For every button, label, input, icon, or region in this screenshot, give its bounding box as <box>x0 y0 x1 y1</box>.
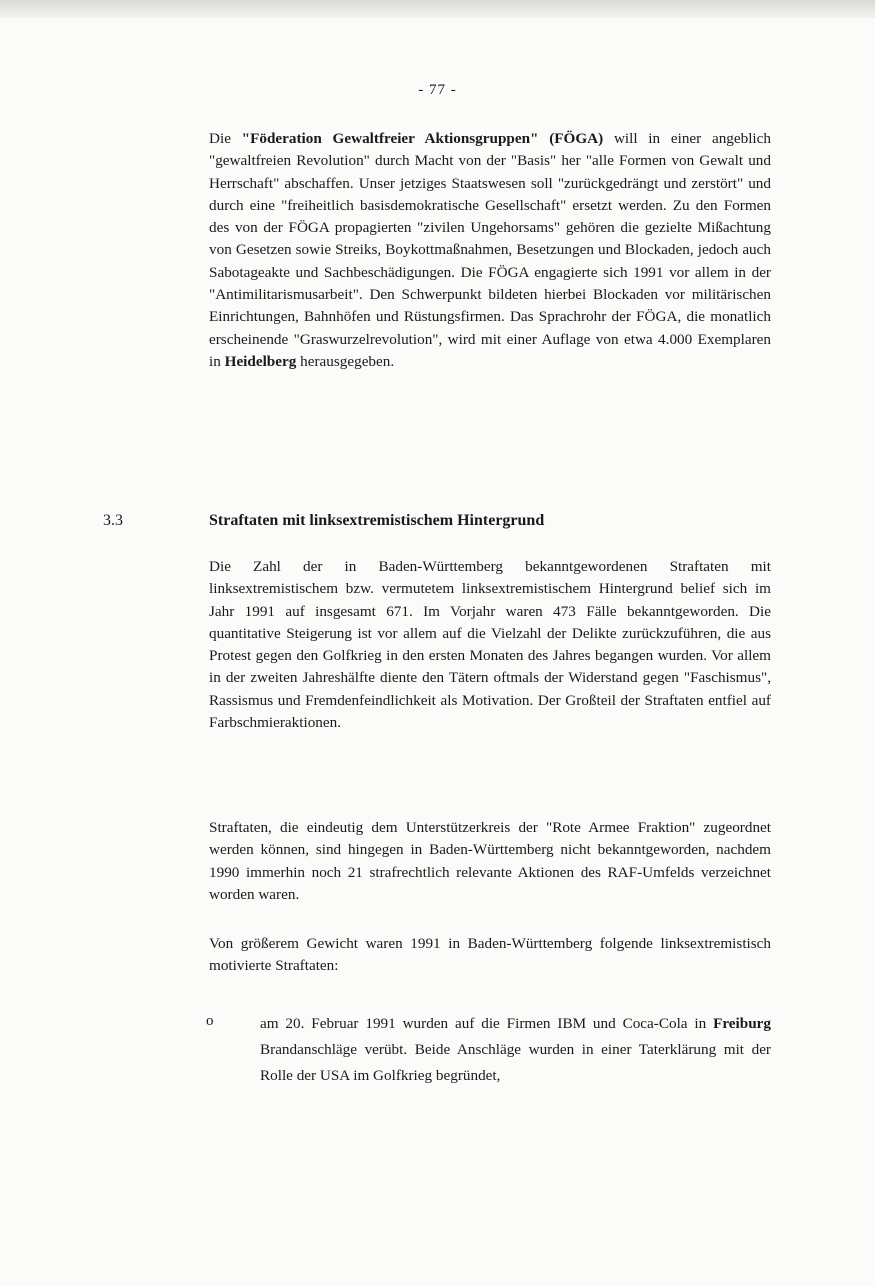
intro-paragraph <box>209 128 771 373</box>
intro-text-end: herausgegeben. <box>296 352 395 370</box>
paragraph-list-intro <box>209 933 771 978</box>
bullet-text-start: am 20. Februar 1991 wurden auf die Firmen IBM und Coca-Cola in <box>260 1015 714 1032</box>
section-title: Straftaten mit linksextremistischem Hintergrund <box>209 512 545 529</box>
paragraph-statistics <box>209 556 771 734</box>
page-number: - 77 - <box>418 82 457 98</box>
section-number: 3.3 <box>103 512 123 529</box>
bullet-text-end: Brandanschläge verübt. Beide Anschläge wurden in einer Taterklärung mit der Rolle der USA im Golfkrieg begründet, <box>260 1041 771 1084</box>
city-freiburg: Freiburg <box>713 1015 771 1032</box>
paragraph-statistics-text: Die Zahl der in Baden-Württemberg bekanntgewordenen Straftaten mit linksextremistischem bzw. vermutetem linksextremistischem Hintergrund belief sich im Jahr 1991 auf insgesamt 671. Im Vorjahr waren 473 Fälle bekanntgeworden. Die quantitative Steigerung ist vor allem auf die Vielzahl der Delikte zurückzuführen, die aus Protest gegen den Golfkrieg in den ersten Monaten des Jahres begangen wurden. Vor allem in der zweiten Jahreshälfte diente den Tätern oftmals der Widerstand gegen "Faschismus", Rassismus und Fremdenfeindlichkeit als Motivation. Der Großteil der Straftaten entfiel auf Farbschmieraktionen. <box>209 558 771 732</box>
intro-text-middle: will in einer angeblich "gewaltfreien Revolution" durch Macht von der "Basis" her "alle Formen von Gewalt und Herrschaft" abschaffen. Unser jetziges Staatswesen soll "zurückgedrängt und zerstört" und durch eine "freiheitlich basisdemokratische Gesellschaft" ersetzt werden. Zu den Formen des von der FÖGA propagierten "zivilen Ungehorsams" gehören die gezielte Mißachtung von Gesetzen sowie Streiks, Boykottmaßnahmen, Besetzungen und Blockaden, jedoch auch Sabotageakte und Sachbeschädigungen. Die FÖGA engagierte sich 1991 vor allem in der "Antimilitarismusarbeit". Den Schwerpunkt bildeten hierbei Blockaden vor militärischen Einrichtungen, Bahnhöfen und Rüstungsfirmen. Das Sprachrohr der FÖGA, die monatlich erscheinende "Graswurzelrevolution", wird mit einer Auflage von etwa 4.000 Exemplaren in <box>209 130 771 370</box>
paragraph-raf <box>209 817 771 906</box>
city-heidelberg: Heidelberg <box>224 352 297 370</box>
bullet-marker: o <box>206 1013 214 1029</box>
paragraph-list-intro-text: Von größerem Gewicht waren 1991 in Baden-Württemberg folgende linksextremistisch motivierte Straftaten: <box>209 935 771 975</box>
list-item <box>260 1011 771 1089</box>
paragraph-raf-text: Straftaten, die eindeutig dem Unterstützerkreis der "Rote Armee Fraktion" zugeordnet werden können, sind hingegen in Baden-Württemberg nicht bekanntgeworden, nachdem 1990 immerhin noch 21 strafrechtlich relevante Aktionen des RAF-Umfelds verzeichnet worden waren. <box>209 819 771 903</box>
scan-edge <box>0 0 875 18</box>
intro-text-start: Die <box>209 130 242 147</box>
organization-name: "Föderation Gewaltfreier Aktionsgruppen" (FÖGA) <box>241 130 604 147</box>
